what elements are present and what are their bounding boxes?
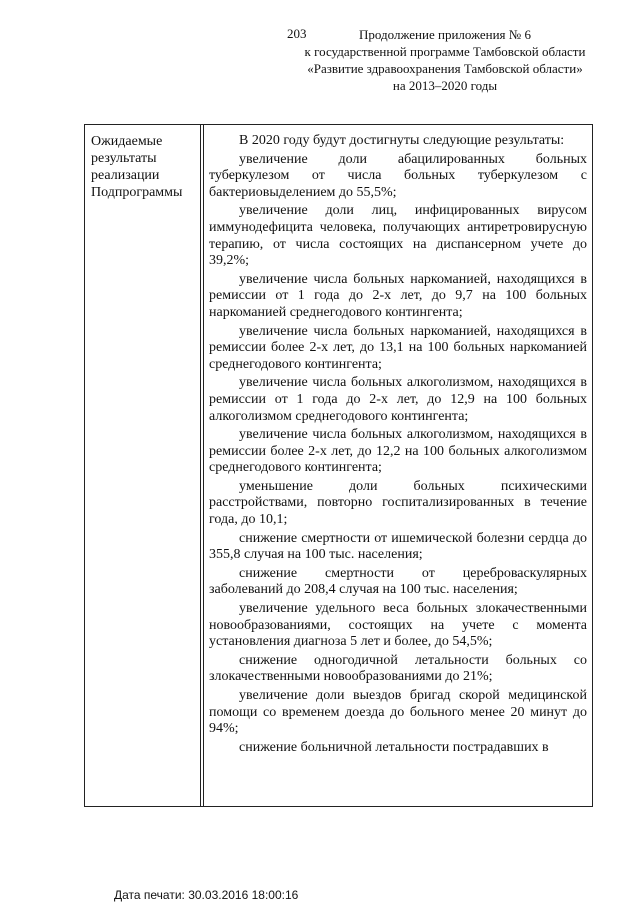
column-divider [200, 125, 201, 806]
results-paragraph: снижение больничной летальности пострадавших в [239, 739, 549, 755]
results-paragraph: увеличение числа больных наркоманией, находящихся в ремиссии от 1 года до 2-х лет, до 9,7 на 100 больных наркоманией среднегодового контингента; [209, 271, 587, 320]
page-number: 203 [287, 26, 307, 41]
appendix-header [300, 26, 590, 94]
row-label-line: результаты [91, 151, 157, 166]
row-label-cell [91, 133, 199, 201]
results-cell [209, 133, 587, 758]
results-paragraph: снижение одногодичной летальности больных со злокачественными новообразованиями до 21%; [209, 652, 587, 685]
header-line: к государственной программе Тамбовской области [304, 44, 586, 59]
row-label-line: реализации [91, 168, 160, 183]
column-divider [203, 125, 204, 806]
results-paragraph: увеличение числа больных алкоголизмом, находящихся в ремиссии более 2-х лет, до 12,2 на 100 больных алкоголизмом среднегодового контингента; [209, 427, 587, 476]
results-paragraph: снижение смертности от ишемической болезни сердца до 355,8 случая на 100 тыс. населения; [209, 530, 587, 563]
row-label-line: Подпрограммы [91, 185, 183, 200]
results-paragraph: увеличение удельного веса больных злокачественными новообразованиями, состоящих на учете с момента установления диагноза 5 лет и более, до 54,5%; [209, 601, 587, 650]
results-paragraph: В 2020 году будут достигнуты следующие результаты: [239, 133, 565, 148]
results-paragraph: увеличение доли лиц, инфицированных вирусом иммунодефицита человека, получающих антиретровирусную терапию, от числа состоящих на диспансерном учете до 39,2%; [209, 203, 587, 269]
results-paragraph: увеличение числа больных наркоманией, находящихся в ремиссии более 2-х лет, до 13,1 на 100 больных наркоманией среднегодового контингента; [209, 323, 587, 372]
results-paragraph: снижение смертности от цереброваскулярных заболеваний до 208,4 случая на 100 тыс. населения; [209, 565, 587, 598]
results-table [84, 124, 593, 807]
results-paragraph: уменьшение доли больных психическими расстройствами, повторно госпитализированных в течение года, до 10,1; [209, 478, 587, 528]
results-paragraph: увеличение доли выездов бригад скорой медицинской помощи со временем доезда до больного менее 20 минут до 94%; [209, 688, 587, 737]
print-date: Дата печати: 30.03.2016 18:00:16 [114, 888, 299, 902]
header-line: на 2013–2020 годы [392, 78, 498, 93]
row-label-line: Ожидаемые [91, 134, 163, 149]
header-line: Продолжение приложения № 6 [359, 27, 531, 42]
results-paragraph: увеличение доли абацилированных больных туберкулезом от числа больных туберкулезом с бактериовыделением до 55,5%; [209, 151, 587, 200]
header-line: «Развитие здравоохранения Тамбовской области» [307, 61, 583, 76]
results-paragraph: увеличение числа больных алкоголизмом, находящихся в ремиссии от 1 года до 2-х лет, до 12,9 на 100 больных алкоголизмом среднегодового контингента; [209, 375, 587, 424]
